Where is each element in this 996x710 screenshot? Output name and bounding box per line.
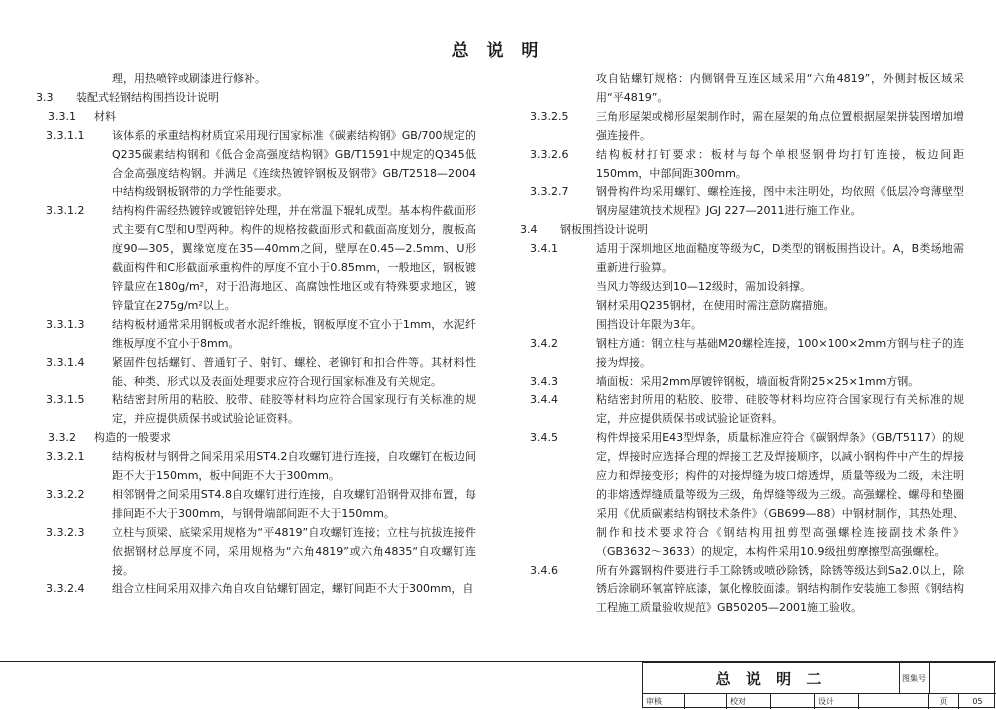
clause-text: 所有外露钢构件要进行手工除锈或喷砂除锈，除锈等级达到Sa2.0以上，除锈后涂刷环氧富锌底漆，氯化橡胶面漆。钢结构制作安装施工参照《钢结构工程施工质量验收规范》GB50205—2001施工验收。: [596, 563, 964, 615]
section-heading: [36, 429, 476, 448]
clause-number: 3.4.1: [530, 242, 558, 256]
review-label: 审核: [643, 694, 685, 709]
clause-number: 3.3.2.3: [46, 525, 85, 539]
clause-text: 组合立柱间采用双排六角自攻自钻螺钉固定，螺钉间距不大于300mm，自: [112, 582, 474, 596]
clause-number: 3.3.2.4: [46, 582, 85, 596]
section-heading: [520, 221, 964, 240]
left-column: [36, 70, 476, 599]
check-label: 校对: [727, 694, 771, 709]
clause-text: 相邻钢骨之间采用ST4.8自攻螺钉进行连接，自攻螺钉沿钢骨双排布置，每排间距不大于300mm，与钢骨端部间距不大于150mm。: [112, 487, 476, 520]
clause-text: 粘结密封所用的粘胶、胶带、硅胶等材料均应符合国家现行有关标准的规定，并应提供质保书或试验论证资料。: [596, 393, 964, 426]
clause-text: 材料: [94, 109, 116, 123]
clause-number: 3.4.2: [530, 336, 558, 350]
clause-text: 结构板材与钢骨之间采用采用ST4.2自攻螺钉进行连接，自攻螺钉在板边间距不大于150mm，板中间距不大于300mm。: [112, 450, 476, 483]
clause-text: 装配式轻钢结构围挡设计说明: [76, 90, 219, 104]
clause-item: [520, 562, 964, 619]
clause-item: [36, 524, 476, 581]
paragraph: 攻自钻螺钉规格：内侧钢骨互连区域采用“六角4819”，外侧封板区域采用“平4819”。: [596, 72, 964, 104]
section-heading: [36, 108, 476, 127]
clause-item: [36, 127, 476, 203]
clause-number: 3.3.2.7: [530, 185, 569, 199]
clause-number: 3.3.1: [48, 109, 76, 123]
clause-number: 3.3.2.1: [46, 450, 85, 464]
clause-text: 构件焊接采用E43型焊条，质量标准应符合《碳钢焊条》（GB/T5117）的规定，焊接时应选择合理的焊接工艺及焊接顺序，以减小钢构件中产生的焊接应力和焊接变形；构件的对接焊缝为坡口熔透焊，质量等级为二级，未注明的非熔透焊缝质量等级为三级，角焊缝等级为三级。高强螺栓、螺母和垫圈采用《优质碳素结构钢技术条件》（GB699—88）中钢材制作，其热处理、制作和技术要求符合《钢结构用扭剪型高强螺栓连接副技术条件》（GB3632～3633）的规定，本构件采用10.9级扭剪摩擦型高强螺栓。: [596, 431, 964, 558]
paragraph: 理，用热喷锌或刷漆进行修补。: [112, 72, 266, 85]
paragraph: 当风力等级达到10—12级时，需加设斜撑。: [596, 279, 811, 293]
clause-item: [520, 335, 964, 373]
clause-number: 3.3.1.3: [46, 317, 85, 331]
atlas-no-label: 图集号: [899, 663, 930, 693]
design-signature: [859, 694, 929, 709]
check-signature: [771, 694, 815, 709]
clause-item: [520, 429, 964, 561]
clause-item: [520, 391, 964, 429]
clause-number: 3.3.2: [48, 431, 76, 445]
clause-item: [36, 354, 476, 392]
clause-item: [520, 373, 964, 392]
clause-number: 3.3.1.4: [46, 355, 85, 369]
clause-item: [36, 316, 476, 354]
clause-item: [36, 391, 476, 429]
clause-text: 结构板材打钉要求：板材与每个单根竖钢骨均打钉连接，板边间距150mm，中部间距300mm。: [596, 147, 964, 180]
clause-item: [520, 146, 964, 184]
page-title: 总 说 明: [451, 41, 545, 61]
clause-item: [36, 486, 476, 524]
clause-number: 3.3.2.5: [530, 109, 569, 123]
paragraph: 钢材采用Q235钢材，在使用时需注意防腐措施。: [596, 298, 835, 312]
paragraph: 围挡设计年限为3年。: [596, 317, 702, 331]
clause-text: 钢柱方通：钢立柱与基础M20螺栓连接，100×100×2mm方钢与柱子的连接为焊接。: [596, 336, 964, 369]
clause-item: [520, 240, 964, 278]
clause-number: 3.3.1.5: [46, 393, 85, 407]
section-heading: [36, 89, 476, 108]
right-column: [520, 70, 964, 618]
design-label: 设计: [815, 694, 859, 709]
review-signature: [685, 694, 727, 709]
clause-text: 结构构件需经热镀锌或镀铝锌处理，并在常温下辊轧成型。基本构件截面形式主要有C型和U型两种。构件的规格按截面形式和截面高度划分，腹板高度90—305，翼缘宽度在35—40mm之间，壁厚在0.45—2.5mm、U形截面构件和C形截面承重构件的厚度不宜小于0.85mm，一般地区，钢板镀锌量应在180g/m²，对于沿海地区、高腐蚀性地区或有特殊要求地区，镀锌量宜在275g/m²以上。: [112, 204, 476, 312]
clause-item: [520, 108, 964, 146]
title-block-signature-row: [643, 693, 996, 710]
clause-text: 构造的一般要求: [94, 431, 171, 445]
clause-text: 结构板材通常采用钢板或者水泥纤维板，钢板厚度不宜小于1mm，水泥纤维板厚度不宜小于8mm。: [112, 317, 476, 350]
clause-item: [36, 448, 476, 486]
clause-number: 3.4: [520, 223, 538, 237]
clause-item: [36, 580, 476, 599]
clause-number: 3.4.3: [530, 374, 558, 388]
clause-text: 墙面板：采用2mm厚镀锌钢板，墙面板背附25×25×1mm方钢。: [596, 374, 920, 388]
drawing-name: 总 说 明 二: [643, 663, 900, 693]
clause-text: 该体系的承重结构材质宜采用现行国家标准《碳素结构钢》GB/700规定的Q235碳素结构钢和《低合金高强度结构钢》GB/T1591中规定的Q345低合金高强度结构钢。并满足《连续热镀锌钢板及钢带》GB/T2518—2004中结构级钢板钢带的力学性能要求。: [112, 128, 476, 199]
clause-number: 3.4.4: [530, 393, 558, 407]
page-label: 页: [929, 694, 959, 709]
clause-text: 适用于深圳地区地面糙度等级为C，D类型的钢板围挡设计。A，B类场地需重新进行验算。: [596, 242, 964, 275]
clause-text: 钢骨构件均采用螺钉、螺栓连接，图中未注明处，均依照《低层冷弯薄壁型钢房屋建筑技术规程》JGJ 227—2011进行施工作业。: [596, 185, 964, 218]
atlas-no-value: [929, 663, 996, 693]
clause-text: 紧固件包括螺钉、普通钉子、射钉、螺栓、老铆钉和扣合件等。其材料性能、种类、形式以及表面处理要求应符合现行国家标准及有关规定。: [112, 355, 476, 388]
clause-number: 3.3: [36, 90, 54, 104]
page-number: 05: [972, 697, 983, 706]
clause-item: [36, 202, 476, 315]
clause-text: 立柱与顶梁、底梁采用规格为“平4819”自攻螺钉连接；立柱与抗拔连接件依据钢材总厚度不同，采用规格为“六角4819”或六角4835“自攻螺钉连接。: [112, 525, 476, 577]
clause-item: [520, 183, 964, 221]
clause-number: 3.3.1.2: [46, 204, 85, 218]
clause-number: 3.3.1.1: [46, 128, 85, 142]
clause-number: 3.3.2.6: [530, 147, 569, 161]
title-block: [642, 662, 995, 708]
clause-text: 三角形屋架或梯形屋架制作时，需在屋架的角点位置根据屋架拼装图增加增强连接件。: [596, 109, 964, 142]
clause-number: 3.4.6: [530, 563, 558, 577]
clause-number: 3.4.5: [530, 431, 558, 445]
clause-number: 3.3.2.2: [46, 487, 85, 501]
clause-text: 钢板围挡设计说明: [560, 223, 648, 237]
clause-text: 粘结密封所用的粘胶、胶带、硅胶等材料均应符合国家现行有关标准的规定，并应提供质保书或试验论证资料。: [112, 393, 476, 426]
